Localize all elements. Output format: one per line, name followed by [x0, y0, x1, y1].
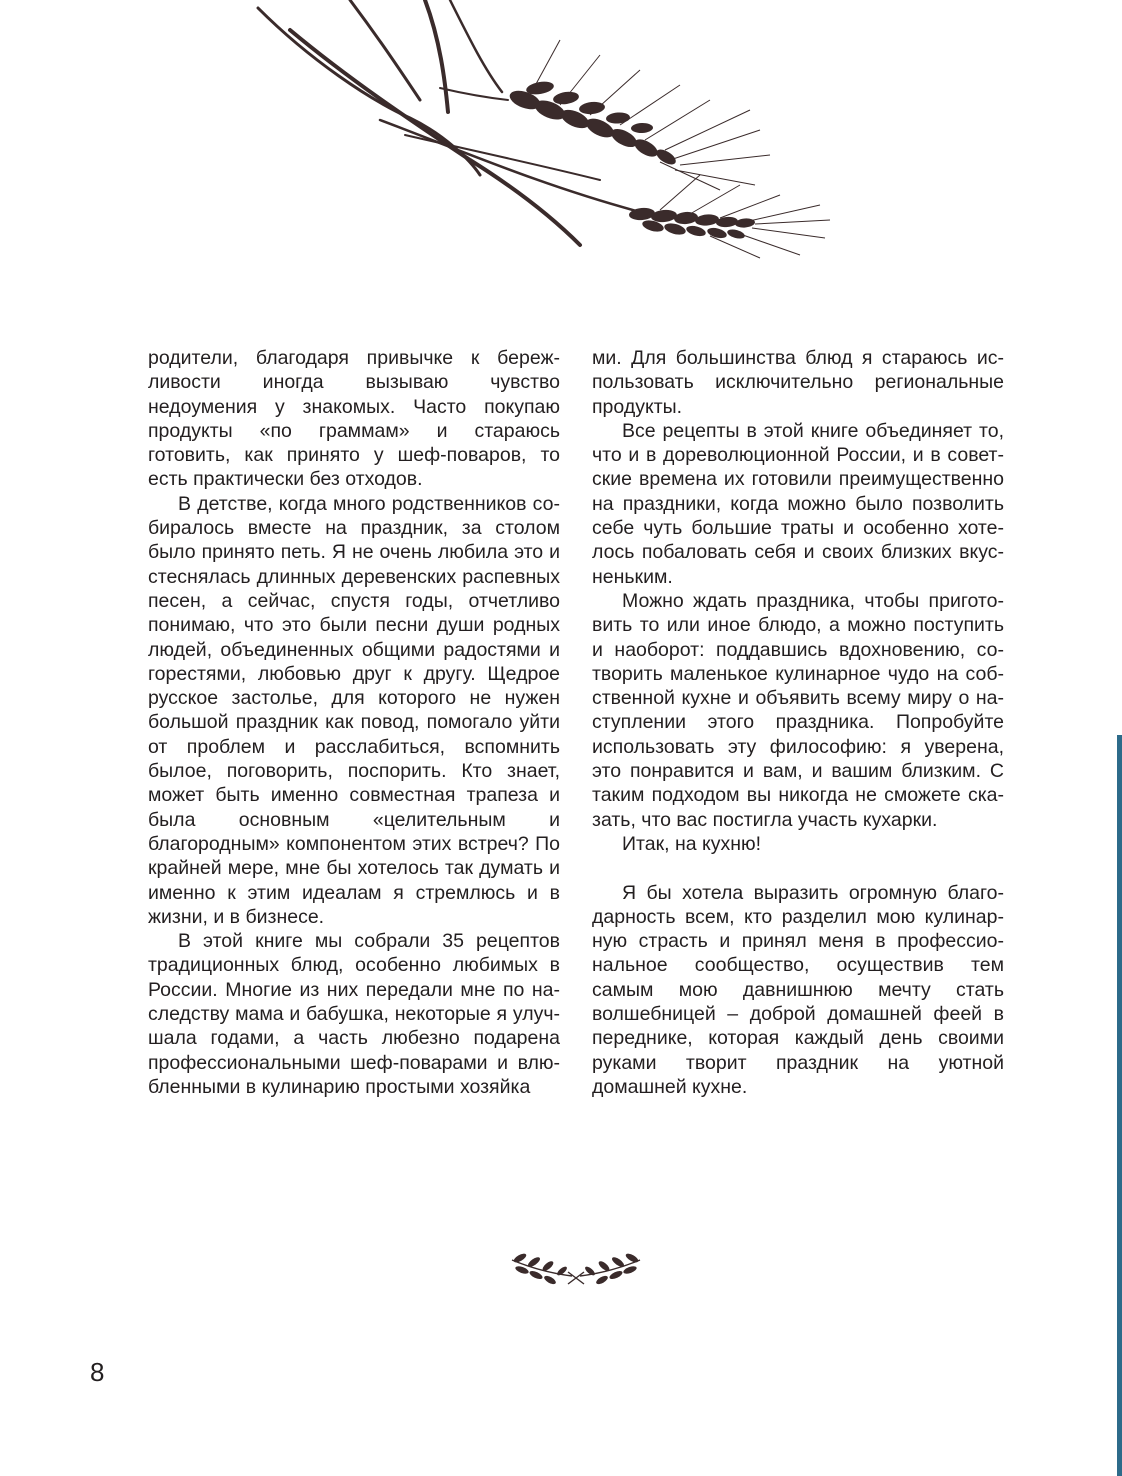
paragraph: В этой книге мы собрали 35 рецептов традиционных блюд, особенно любимых в России. Многие из них передали мне по наследству мама и бабушка, некоторые я улучшала годами, а часть любезно подарена профессиональными шеф-поварами и влюбленными в кулинарию простыми хозяйка [148, 930, 560, 1098]
text-column-right [592, 346, 1004, 1099]
paragraph: Итак, на кухню! [622, 832, 762, 855]
paragraph: Все рецепты в этой книге объединяет то, что и в дореволюционной России, и в советские времена их готовили преимущественно на праздники, когда можно было позволить себе чуть большие траты и особенно хотелось побаловать себя и своих близких вкусненьким. [592, 419, 1004, 588]
paragraph: Можно ждать праздника, чтобы приготовить то или иное блюдо, а можно поступить и наоборот: поддавшись вдохновению, сотворить маленькое кулинарное чудо на собственной кухне и объявить всему миру о наступлении этого праздника. Попробуйте использовать эту философию: я уверена, это понравится и вам, и вашим близким. С таким подходом вы никогда не сможете сказать, что вас постигла участь кухарки. [592, 589, 1004, 831]
paragraph: ми. Для большинства блюд я стараюсь использовать исключительно региональные продукты. [592, 347, 1004, 418]
page-edge-stripe [1117, 735, 1122, 1476]
paragraph: В детстве, когда много родственников собиралось вместе на праздник, за столом было принято петь. Я не очень любила это и стеснялась длинных деревенских распевных песен, а сейчас, спустя годы, отчетливо понимаю, что это были песни души родных людей, объединенных общими радостями и горестями, любовью друг к другу. Щедрое русское застолье, для которого не нужен большой праздник как повод, помогало уйти от проблем и расслабиться, вспомнить былое, поговорить, поспорить. Кто знает, может быть именно совместная трапеза и была основным «целительным и благородным» компонентом этих встреч? По крайней мере, мне бы хотелось так думать и именно к этим идеалам я стремлюсь и в жизни, и в бизнесе. [148, 492, 560, 928]
wheat-ears-illustration [240, 0, 840, 260]
acknowledgement-paragraph: Я бы хотела выразить огромную благодарность всем, кто разделил мою кулинарную страсть и принял меня в профессиональное сообщество, осуществив тем самым мою давнишнюю мечту стать волшебницей – доброй домашней феей в переднике, которая каждый день своими руками творит праздник на уютной домашней кухне. [592, 881, 1004, 1098]
laurel-branches-icon [508, 1250, 644, 1300]
paragraph: родители, благодаря привычке к бережливости иногда вызываю чувство недоумения у знакомых. Часто покупаю продукты «по граммам» и стараюсь готовить, как принято у шеф-поваров, то есть практически без отходов. [148, 347, 560, 491]
text-column-left [148, 346, 560, 1099]
page-number: 8 [90, 1357, 105, 1387]
